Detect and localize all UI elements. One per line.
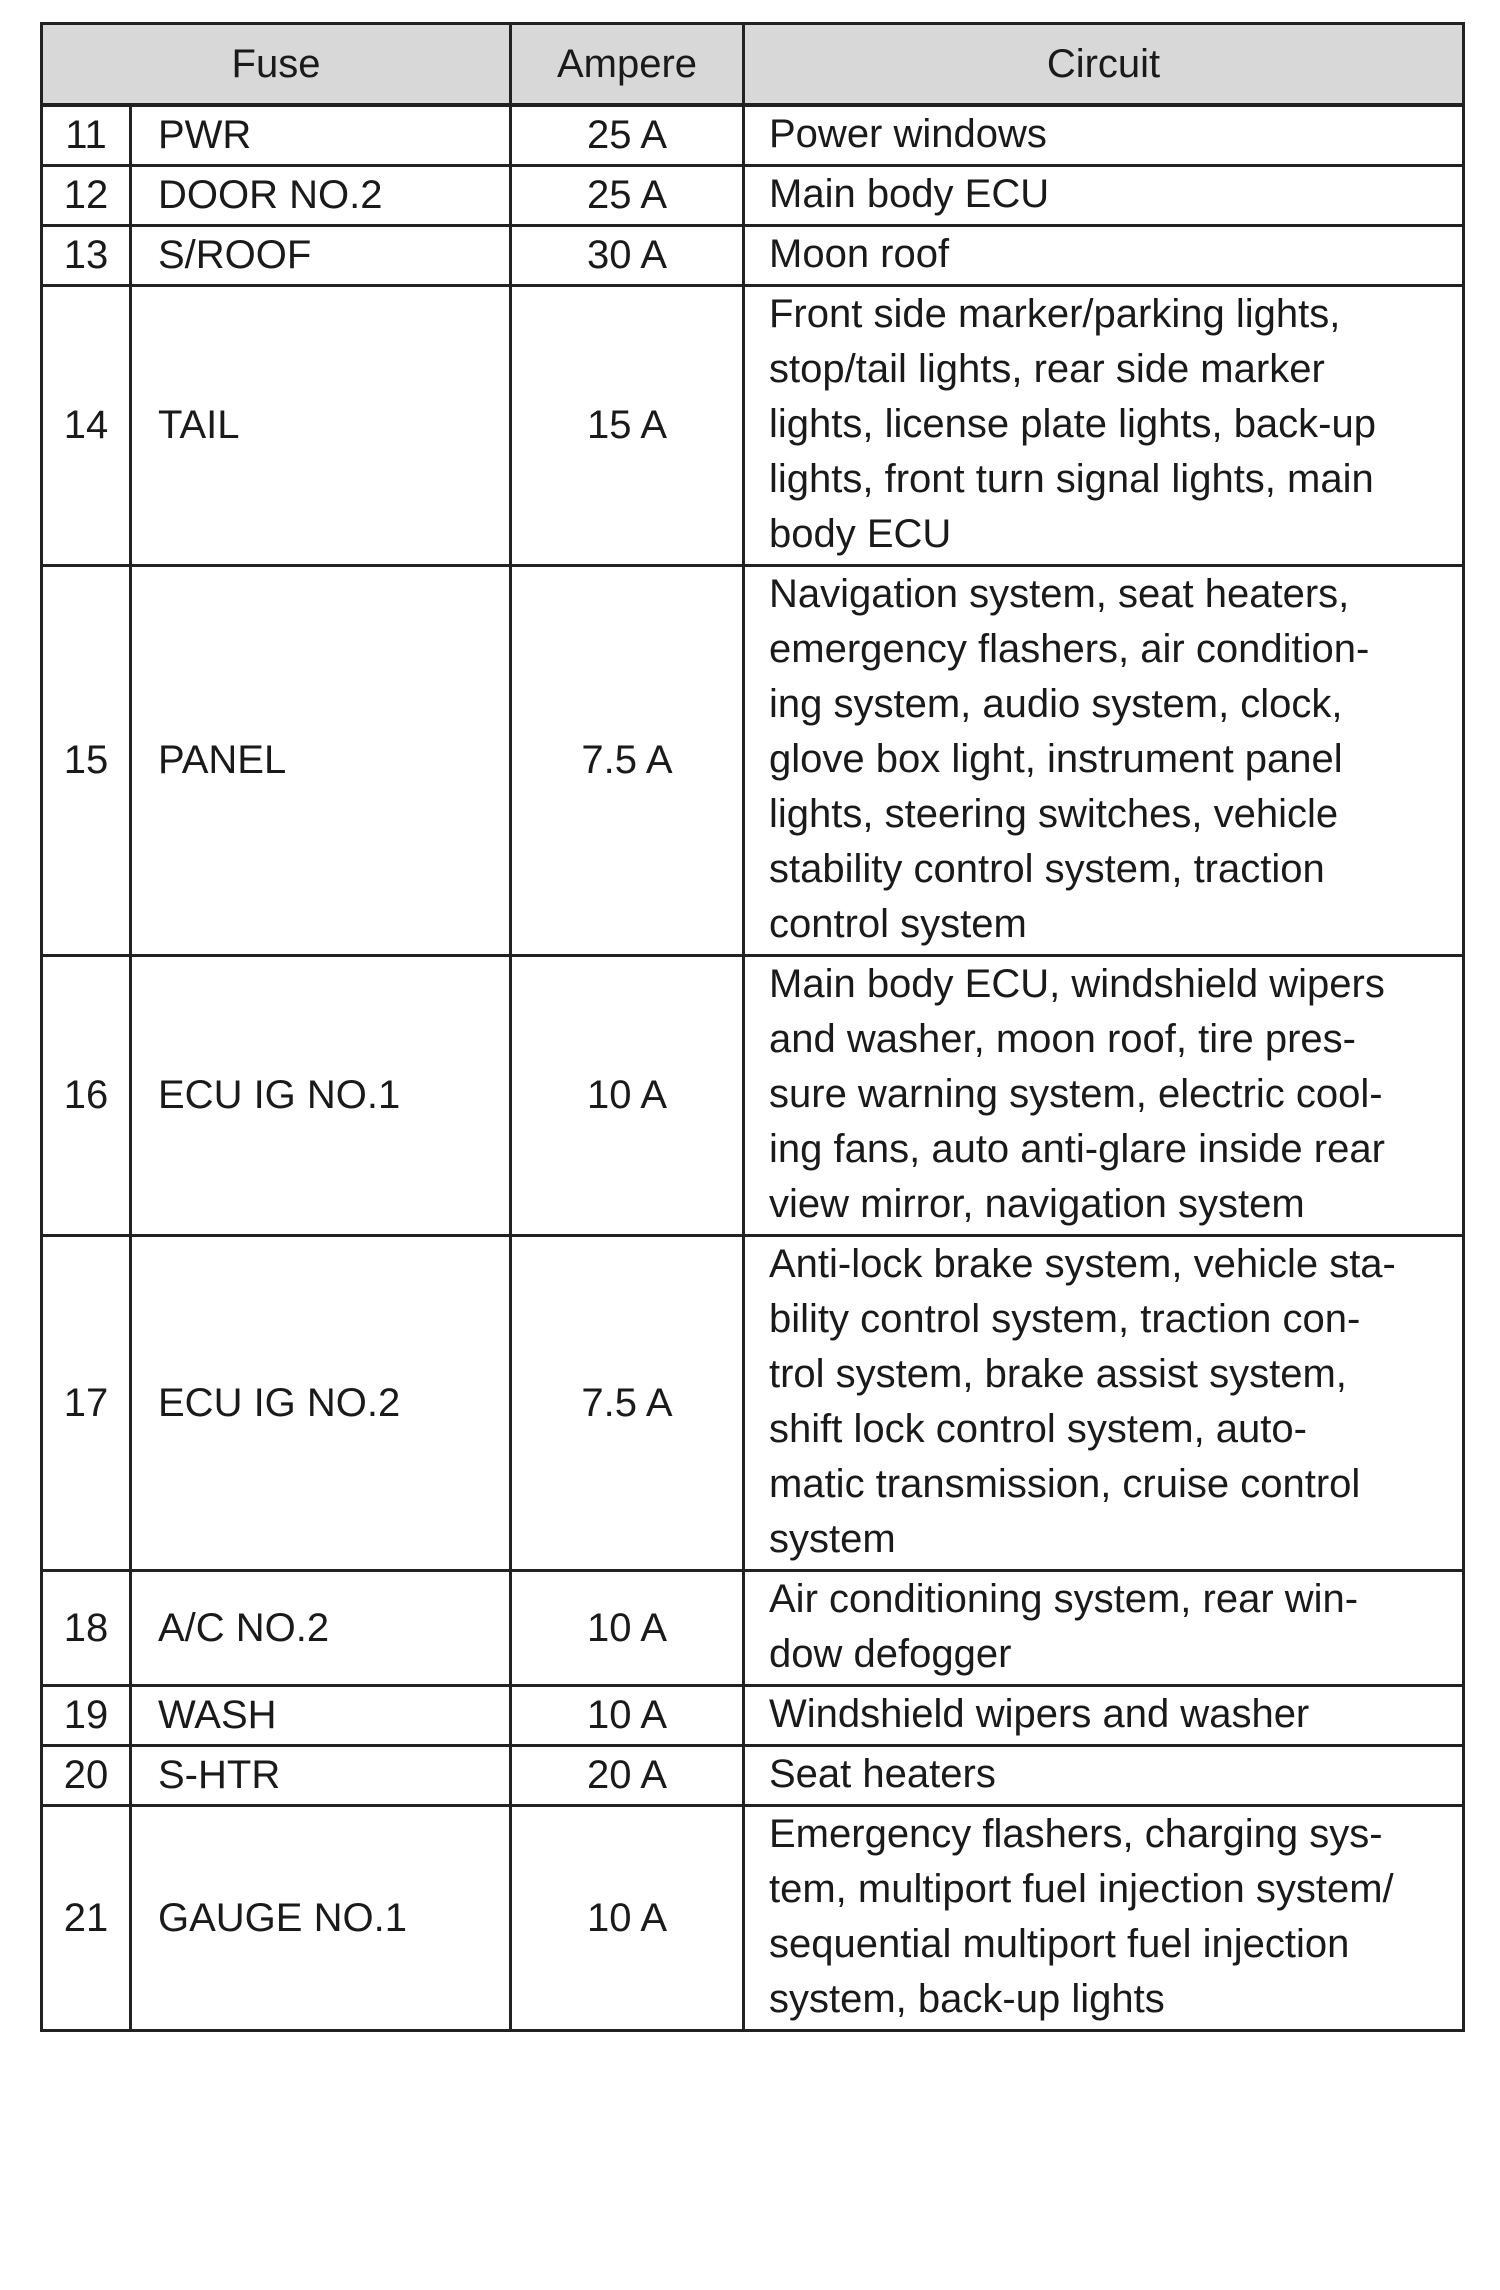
ampere-cell: 7.5 A (511, 1236, 744, 1571)
circuit-line: Air conditioning system, rear win- (769, 1577, 1359, 1621)
fuse-number-cell: 16 (42, 956, 131, 1236)
circuit-cell (744, 1746, 1464, 1806)
fuse-name-cell: PWR (131, 105, 511, 166)
fuse-number-cell: 11 (42, 105, 131, 166)
ampere-cell: 10 A (511, 1686, 744, 1746)
circuit-line: ing system, audio system, clock, (769, 682, 1343, 726)
fuse-name-cell: DOOR NO.2 (131, 166, 511, 226)
circuit-line: ing fans, auto anti-glare inside rear (769, 1127, 1385, 1171)
circuit-cell (744, 956, 1464, 1236)
fuse-number-cell: 14 (42, 286, 131, 566)
circuit-line: body ECU (769, 512, 952, 556)
circuit-line: Main body ECU (769, 172, 1050, 216)
circuit-cell (744, 566, 1464, 956)
fuse-number-cell: 15 (42, 566, 131, 956)
fuse-number-cell: 18 (42, 1571, 131, 1686)
table-row (42, 166, 1464, 226)
circuit-line: trol system, brake assist system, (769, 1352, 1347, 1396)
fuse-name-cell: A/C NO.2 (131, 1571, 511, 1686)
fuse-number-cell: 20 (42, 1746, 131, 1806)
circuit-line: Emergency flashers, charging sys- (769, 1812, 1383, 1856)
ampere-cell: 25 A (511, 166, 744, 226)
circuit-header: Circuit (744, 24, 1464, 106)
circuit-line: lights, front turn signal lights, main (769, 457, 1374, 501)
ampere-cell: 7.5 A (511, 566, 744, 956)
ampere-cell: 30 A (511, 226, 744, 286)
circuit-cell (744, 105, 1464, 166)
circuit-line: Anti-lock brake system, vehicle sta- (769, 1242, 1396, 1286)
circuit-line: Navigation system, seat heaters, (769, 572, 1350, 616)
fuse-number-cell: 17 (42, 1236, 131, 1571)
circuit-cell (744, 286, 1464, 566)
circuit-line: stop/tail lights, rear side marker (769, 347, 1325, 391)
circuit-line: Windshield wipers and washer (769, 1692, 1310, 1736)
circuit-line: dow defogger (769, 1632, 1012, 1676)
fuse-name-cell: S-HTR (131, 1746, 511, 1806)
table-row (42, 1806, 1464, 2031)
circuit-line: bility control system, traction con- (769, 1297, 1361, 1341)
fuse-name-cell: GAUGE NO.1 (131, 1806, 511, 2031)
circuit-cell (744, 226, 1464, 286)
circuit-line: Seat heaters (769, 1752, 996, 1796)
circuit-line: glove box light, instrument panel (769, 737, 1343, 781)
fuse-name-cell: TAIL (131, 286, 511, 566)
circuit-cell (744, 1686, 1464, 1746)
circuit-cell (744, 166, 1464, 226)
ampere-cell: 10 A (511, 1806, 744, 2031)
circuit-line: system, back-up lights (769, 1977, 1165, 2021)
ampere-cell: 15 A (511, 286, 744, 566)
fuse-number-cell: 19 (42, 1686, 131, 1746)
circuit-line: emergency flashers, air condition- (769, 627, 1370, 671)
table-row (42, 1236, 1464, 1571)
table-row (42, 566, 1464, 956)
circuit-cell (744, 1806, 1464, 2031)
ampere-cell: 25 A (511, 105, 744, 166)
fuse-name-cell: S/ROOF (131, 226, 511, 286)
circuit-line: view mirror, navigation system (769, 1182, 1305, 1226)
fuse-number-cell: 12 (42, 166, 131, 226)
circuit-line: Moon roof (769, 232, 950, 276)
table-row (42, 1746, 1464, 1806)
circuit-line: Power windows (769, 112, 1047, 156)
circuit-line: Front side marker/parking lights, (769, 292, 1341, 336)
fuse-header: Fuse (42, 24, 511, 106)
table-row (42, 286, 1464, 566)
circuit-cell (744, 1236, 1464, 1571)
circuit-line: sequential multiport fuel injection (769, 1922, 1350, 1966)
fuse-table (40, 22, 1465, 2032)
table-row (42, 1571, 1464, 1686)
header-row (42, 24, 1464, 106)
fuse-name-cell: PANEL (131, 566, 511, 956)
circuit-line: lights, license plate lights, back-up (769, 402, 1376, 446)
ampere-cell: 20 A (511, 1746, 744, 1806)
table-row (42, 105, 1464, 166)
fuse-name-cell: ECU IG NO.1 (131, 956, 511, 1236)
ampere-cell: 10 A (511, 956, 744, 1236)
fuse-number-cell: 21 (42, 1806, 131, 2031)
circuit-cell (744, 1571, 1464, 1686)
table-row (42, 226, 1464, 286)
circuit-line: Main body ECU, windshield wipers (769, 962, 1385, 1006)
circuit-line: stability control system, traction (769, 847, 1325, 891)
circuit-line: system (769, 1517, 896, 1561)
fuse-name-cell: ECU IG NO.2 (131, 1236, 511, 1571)
ampere-cell: 10 A (511, 1571, 744, 1686)
circuit-line: sure warning system, electric cool- (769, 1072, 1383, 1116)
table-row (42, 956, 1464, 1236)
fuse-name-cell: WASH (131, 1686, 511, 1746)
circuit-line: shift lock control system, auto- (769, 1407, 1307, 1451)
fuse-table-body (42, 105, 1464, 2031)
fuse-number-cell: 13 (42, 226, 131, 286)
table-row (42, 1686, 1464, 1746)
circuit-line: control system (769, 902, 1027, 946)
circuit-line: and washer, moon roof, tire pres- (769, 1017, 1356, 1061)
ampere-header: Ampere (511, 24, 744, 106)
circuit-line: matic transmission, cruise control (769, 1462, 1361, 1506)
circuit-line: tem, multiport fuel injection system/ (769, 1867, 1394, 1911)
circuit-line: lights, steering switches, vehicle (769, 792, 1339, 836)
